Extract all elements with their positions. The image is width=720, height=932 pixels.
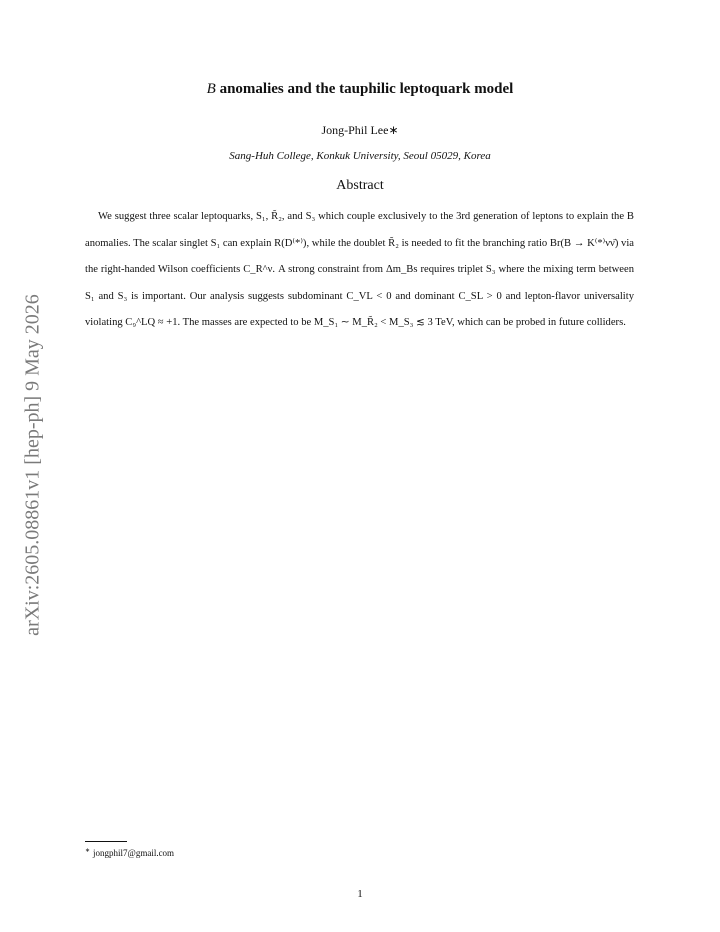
abstract-heading: Abstract: [336, 178, 384, 193]
paper-title: [0, 81, 720, 98]
footnote-marker: ∗: [85, 848, 91, 854]
page-number: 1: [357, 888, 363, 900]
author-name: Jong-Phil Lee∗: [321, 123, 399, 137]
footnote-email[interactable]: jongphil7@gmail.com: [93, 848, 175, 858]
footnote: [85, 847, 174, 858]
footnote-rule: [85, 841, 127, 842]
author-affiliation: Sang-Huh College, Konkuk University, Seoul 05029, Korea: [229, 150, 491, 162]
abstract-body: We suggest three scalar leptoquarks, S₁, R̃₂, and S₃ which couple exclusively to the 3rd generation of leptons to explain the B anomalies. The scalar singlet S₁ can explain R(D⁽*⁾), while the doublet R̃₂ is needed to fit the branching ratio Br(B → K⁽*⁾νν̄) via the right-handed Wilson coefficients C_R^ν. A strong constraint from Δm_Bs requires triplet S₃ where the mixing term between S₁ and S₃ is important. Our analysis suggests subdominant C_VL < 0 and dominant C_SL > 0 and lepton-flavor universality violating C₉^LQ ≈ +1. The masses are expected to be M_S₁ ∼ M_R̃₂ < M_S₃ ≲ 3 TeV, which can be probed in future colliders.: [85, 211, 634, 328]
title-symbol: B: [206, 81, 216, 97]
title-text: anomalies and the tauphilic leptoquark model: [219, 81, 514, 97]
arxiv-identifier: arXiv:2605.08861v1 [hep-ph] 9 May 2026: [21, 294, 44, 636]
